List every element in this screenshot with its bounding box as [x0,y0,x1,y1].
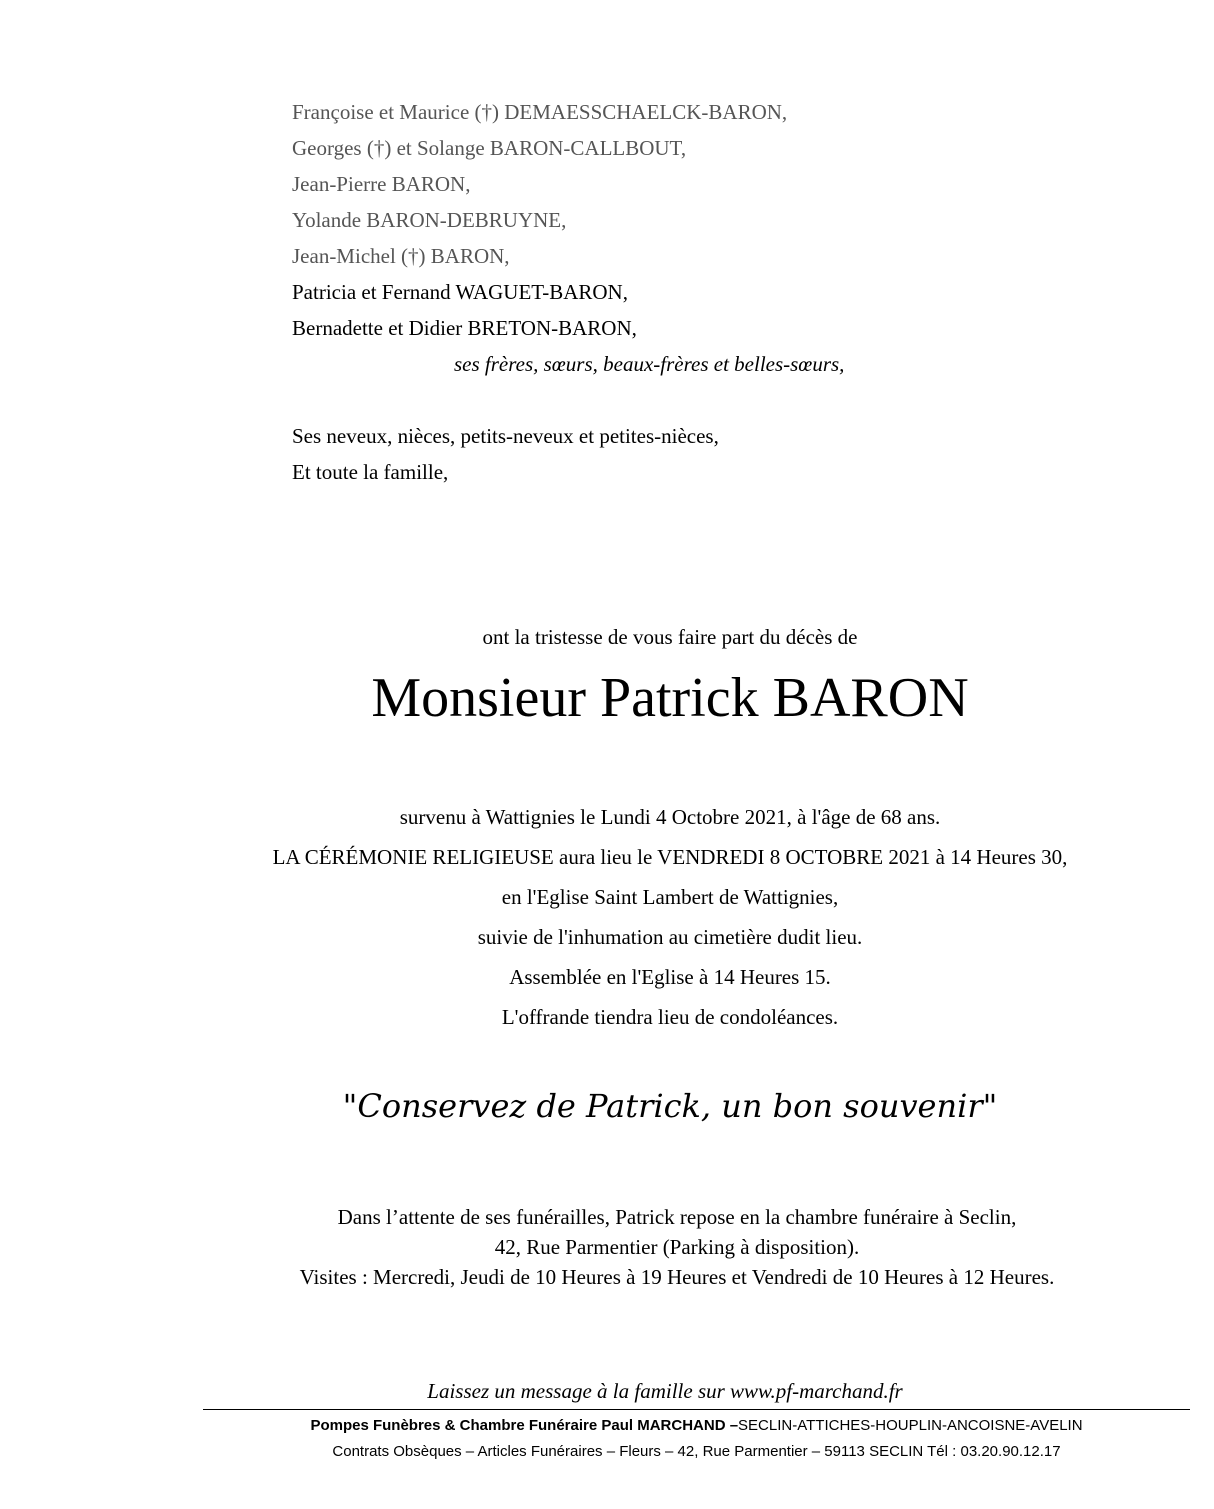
ceremony-line: en l'Eglise Saint Lambert de Wattignies, [501,885,839,909]
ceremony-line: Assemblée en l'Eglise à 14 Heures 15. [509,965,831,989]
family-line: Yolande BARON-DEBRUYNE, [292,208,567,232]
company-locations: SECLIN-ATTICHES-HOUPLIN-ANCOISNE-AVELIN [738,1417,1083,1434]
deceased-name: Monsieur Patrick BARON [371,667,969,729]
footer-company [203,1417,1190,1435]
family-line: Georges (†) et Solange BARON-CALLBOUT, [292,136,687,160]
visits-line: 42, Rue Parmentier (Parking à disposition). [494,1235,860,1259]
family-line: Jean-Michel (†) BARON, [292,244,510,268]
extended-family-line: Ses neveux, nièces, petits-neveux et petites-nièces, [292,424,719,448]
extended-family-line: Et toute la famille, [292,460,449,484]
footer-services: Contrats Obsèques – Articles Funéraires – Fleurs – 42, Rue Parmentier – 59113 SECLIN Tél : 03.20.90.12.17 [332,1443,1061,1460]
family-line: Jean-Pierre BARON, [292,172,471,196]
visits-line: Dans l’attente de ses funérailles, Patrick repose en la chambre funéraire à Seclin, [337,1205,1017,1229]
message-link[interactable]: Laissez un message à la famille sur www.pf-marchand.fr [427,1379,903,1403]
footer-divider [203,1409,1190,1410]
family-relation: ses frères, sœurs, beaux-frères et belles-sœurs, [454,352,845,376]
ceremony-line: LA CÉRÉMONIE RELIGIEUSE aura lieu le VENDREDI 8 OCTOBRE 2021 à 14 Heures 30, [272,845,1068,869]
visits-line: Visites : Mercredi, Jeudi de 10 Heures à 19 Heures et Vendredi de 10 Heures à 12 Heures. [299,1265,1055,1289]
ceremony-line: survenu à Wattignies le Lundi 4 Octobre 2021, à l'âge de 68 ans. [399,805,941,829]
company-name: Pompes Funèbres & Chambre Funéraire Paul MARCHAND – [310,1417,739,1434]
memorial-quote: "Conservez de Patrick, un bon souvenir" [342,1087,998,1125]
ceremony-line: L'offrande tiendra lieu de condoléances. [501,1005,839,1029]
family-line: Patricia et Fernand WAGUET-BARON, [292,280,628,304]
announcement-intro: ont la tristesse de vous faire part du décès de [482,625,858,649]
ceremony-line: suivie de l'inhumation au cimetière dudit lieu. [477,925,863,949]
family-line: Françoise et Maurice (†) DEMAESSCHAELCK-BARON, [292,100,788,124]
family-line: Bernadette et Didier BRETON-BARON, [292,316,637,340]
